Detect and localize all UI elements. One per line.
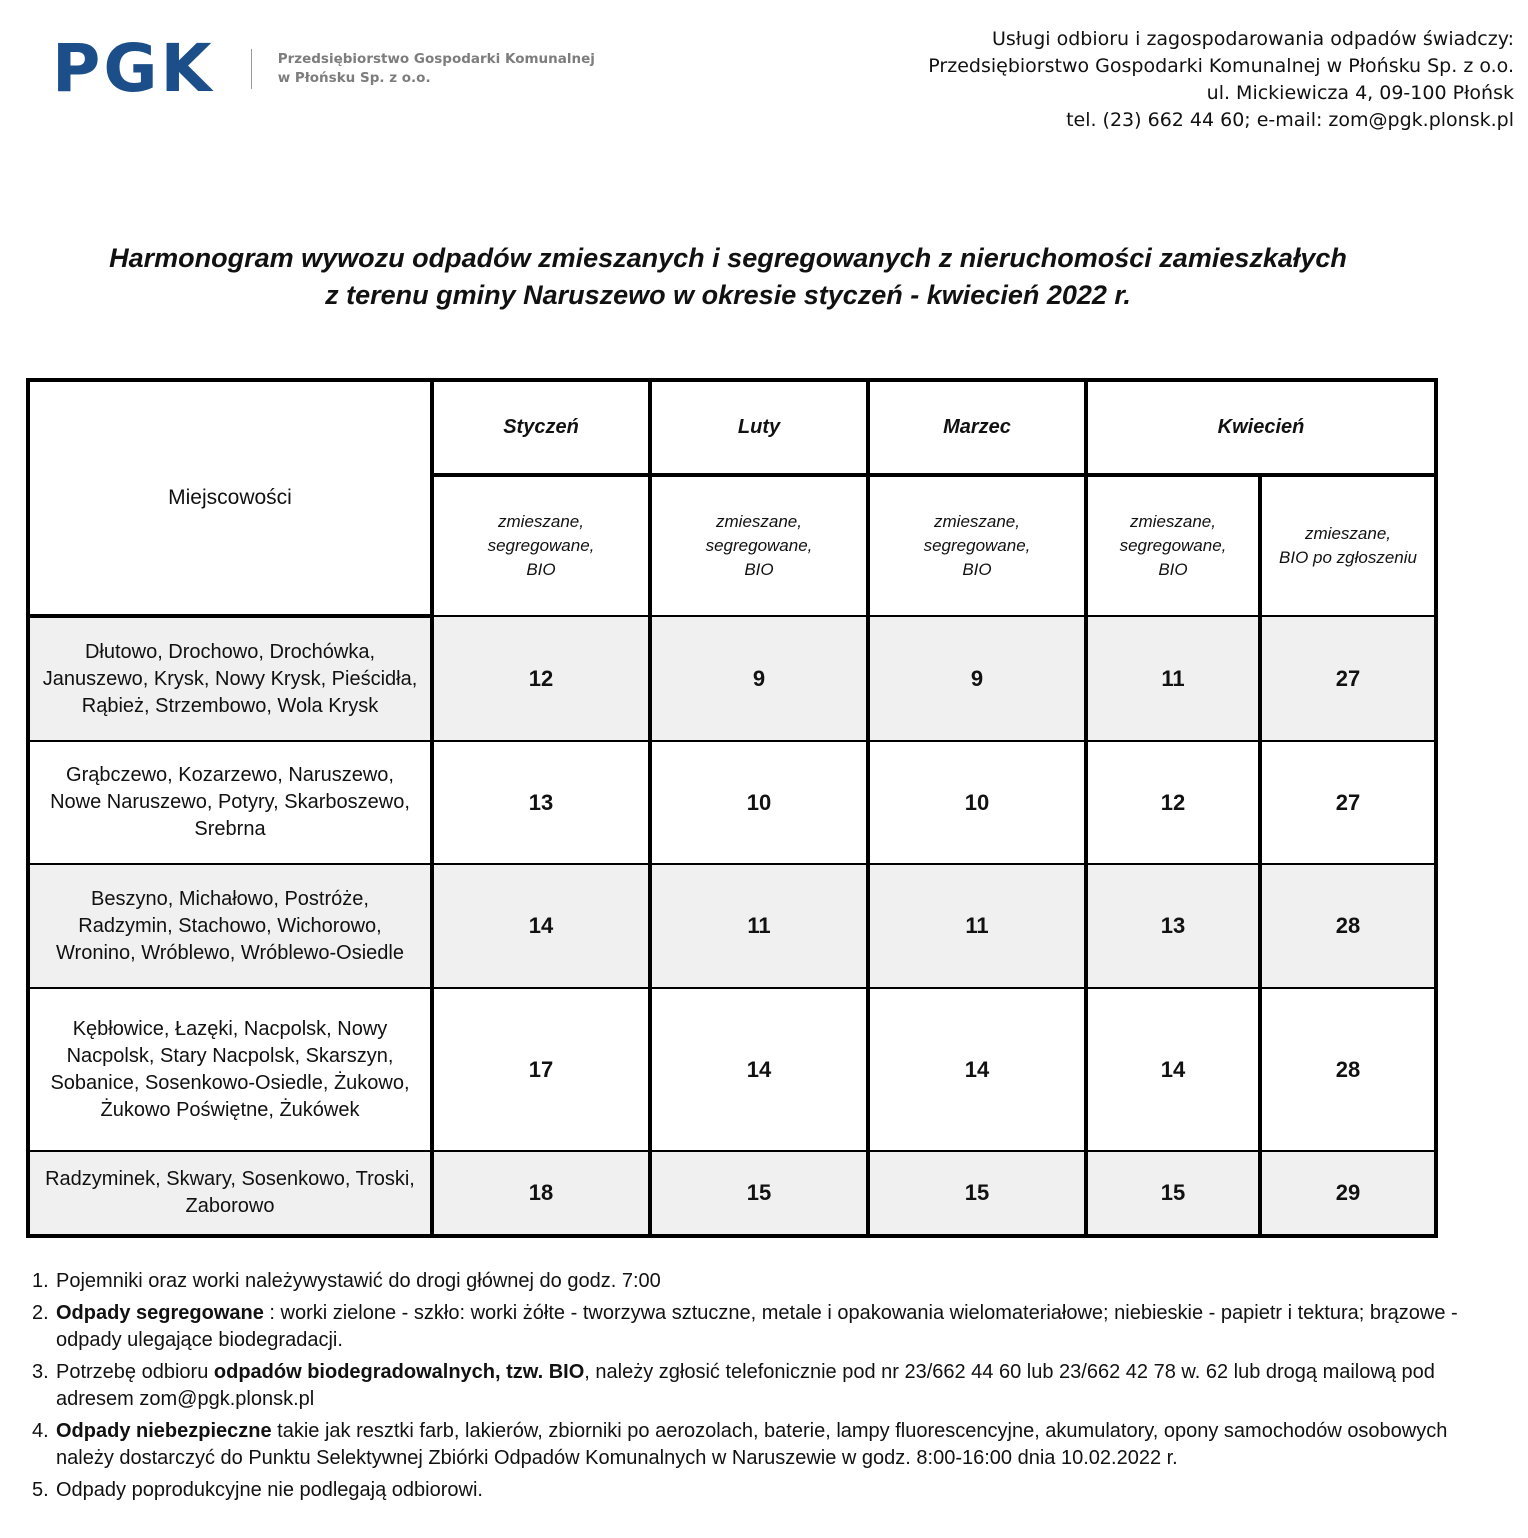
note-text-part: takie jak resztki farb, lakierów, zbiorniki po aerozolach, baterie, lampy fluorescencyjne, akumulatory, opony samochodów osobowych należy dostarczyć do Punktu Selektywnej Zbiórki Odpadów Komunalnych w Naruszewie w godz. 8:00-16:00 dnia 10.02.2022 r. — [56, 1420, 1448, 1469]
note-text — [56, 1268, 1472, 1295]
collection-day-cell: 14 — [1086, 988, 1260, 1151]
place-names-line: Zaborowo — [185, 1195, 275, 1218]
provider-line: Usługi odbioru i zagospodarowania odpadów świadczy: — [991, 28, 1514, 50]
collection-day-cell: 12 — [1086, 741, 1260, 864]
collection-day-cell: 11 — [650, 864, 868, 987]
collection-day-cell: 18 — [432, 1151, 650, 1236]
place-names-line: Żukowo Poświętne, Żukówek — [100, 1098, 360, 1121]
collection-day-cell: 27 — [1260, 741, 1436, 864]
logo-subtitle-line: Przedsiębiorstwo Gospodarki Komunalnej — [277, 51, 595, 67]
collection-day-cell: 11 — [868, 864, 1086, 987]
note-text-part: Pojemniki oraz worki należywystawić do drogi głównej do godz. 7:00 — [56, 1270, 661, 1292]
place-names-line: Rąbież, Strzembowo, Wola Krysk — [81, 694, 379, 717]
collection-type-line: BIO — [962, 560, 992, 580]
note-text-part: Potrzebę odbioru — [56, 1361, 214, 1383]
places-header: Miejscowości — [28, 380, 432, 616]
collection-type-line: BIO — [1158, 560, 1188, 580]
collection-type-header — [868, 475, 1086, 616]
logo-mark: PGK — [52, 30, 215, 107]
place-names-line: Nacpolsk, Stary Nacpolsk, Skarszyn, — [66, 1044, 394, 1067]
table-row — [28, 988, 1436, 1151]
provider-line: ul. Mickiewicza 4, 09-100 Płońsk — [1206, 82, 1514, 104]
collection-day-cell: 10 — [650, 741, 868, 864]
collection-type-line: segregowane, — [923, 536, 1031, 556]
collection-day-cell: 9 — [868, 616, 1086, 741]
place-names-cell — [28, 988, 432, 1151]
collection-type-line: segregowane, — [1119, 536, 1227, 556]
note-text-part: , należy zgłosić telefonicznie pod nr 23/662 44 60 lub 23/662 42 78 w. 62 lub drogą mailową pod adresem zom@pgk.plonsk.pl — [56, 1361, 1435, 1410]
note-text-bold: Odpady segregowane — [56, 1302, 264, 1324]
table-row — [28, 1151, 1436, 1236]
note-number: 2. — [32, 1302, 49, 1324]
note-text — [56, 1300, 1472, 1354]
month-header: Luty — [650, 380, 868, 475]
collection-type-line: zmieszane, — [716, 512, 802, 532]
collection-type-line: BIO po zgłoszeniu — [1279, 548, 1417, 568]
note-number: 5. — [32, 1479, 49, 1501]
table-row — [28, 741, 1436, 864]
table-row — [28, 864, 1436, 987]
logo-subtitle — [278, 50, 595, 88]
month-header: Kwiecień — [1086, 380, 1436, 475]
note-text — [56, 1418, 1472, 1472]
collection-type-header — [1260, 475, 1436, 616]
note-item — [32, 1300, 1472, 1354]
note-number: 3. — [32, 1361, 49, 1383]
collection-type-line: BIO — [744, 560, 774, 580]
place-names-line: Wronino, Wróblewo, Wróblewo-Osiedle — [56, 941, 404, 964]
collection-day-cell: 12 — [432, 616, 650, 741]
provider-line: Przedsiębiorstwo Gospodarki Komunalnej w Płońsku Sp. z o.o. — [928, 55, 1514, 77]
provider-info — [928, 26, 1514, 134]
collection-type-line: BIO — [526, 560, 556, 580]
note-text — [56, 1359, 1472, 1413]
place-names-line: Januszewo, Krysk, Nowy Krysk, Pieścidła, — [42, 667, 418, 690]
place-names-line: Dłutowo, Drochowo, Drochówka, — [84, 640, 376, 663]
collection-type-line: zmieszane, — [1130, 512, 1216, 532]
note-text-part: : worki zielone - szkło: worki żółte - tworzywa sztuczne, metale i opakowania wielomateriałowe; niebieskie - papietr i tektura; brązowe - odpady ulegające biodegradacji. — [56, 1302, 1458, 1351]
collection-day-cell: 28 — [1260, 864, 1436, 987]
place-names-line: Sobanice, Sosenkowo-Osiedle, Żukowo, — [50, 1071, 410, 1094]
collection-day-cell: 15 — [650, 1151, 868, 1236]
collection-day-cell: 10 — [868, 741, 1086, 864]
place-names-line: Radzyminek, Skwary, Sosenkowo, Troski, — [45, 1168, 415, 1191]
table-row — [28, 616, 1436, 741]
collection-day-cell: 14 — [868, 988, 1086, 1151]
title-line: Harmonogram wywozu odpadów zmieszanych i segregowanych z nieruchomości zamieszkałych — [109, 243, 1347, 273]
month-header: Marzec — [868, 380, 1086, 475]
collection-day-cell: 27 — [1260, 616, 1436, 741]
collection-day-cell: 9 — [650, 616, 868, 741]
place-names-cell — [28, 1151, 432, 1236]
place-names-line: Kębłowice, Łazęki, Nacpolsk, Nowy — [72, 1017, 388, 1040]
collection-type-header — [1086, 475, 1260, 616]
collection-day-cell: 13 — [432, 741, 650, 864]
collection-type-line: zmieszane, — [1305, 524, 1391, 544]
place-names-line: Beszyno, Michałowo, Postróże, — [91, 887, 369, 910]
collection-type-line: zmieszane, — [498, 512, 584, 532]
schedule-table — [26, 378, 1438, 1238]
note-text-part: Odpady poprodukcyjne nie podlegają odbiorowi. — [56, 1479, 483, 1501]
notes-list — [32, 1268, 1472, 1509]
title-line: z terenu gminy Naruszewo w okresie styczeń - kwiecień 2022 r. — [325, 280, 1131, 310]
note-item — [32, 1477, 1472, 1504]
logo-divider — [251, 49, 252, 89]
note-item — [32, 1359, 1472, 1413]
note-text-bold: Odpady niebezpieczne — [56, 1420, 272, 1442]
place-names-line: Nowe Naruszewo, Potyry, Skarboszewo, — [50, 791, 410, 814]
month-header-row — [28, 380, 1436, 475]
collection-day-cell: 28 — [1260, 988, 1436, 1151]
collection-day-cell: 17 — [432, 988, 650, 1151]
collection-type-header — [432, 475, 650, 616]
place-names-cell — [28, 864, 432, 987]
place-names-line: Grąbczewo, Kozarzewo, Naruszewo, — [66, 764, 394, 787]
note-number: 4. — [32, 1420, 49, 1442]
pgk-logo — [52, 30, 595, 107]
collection-day-cell: 15 — [1086, 1151, 1260, 1236]
collection-day-cell: 13 — [1086, 864, 1260, 987]
place-names-line: Radzymin, Stachowo, Wichorowo, — [78, 914, 382, 937]
collection-day-cell: 29 — [1260, 1151, 1436, 1236]
collection-type-header — [650, 475, 868, 616]
provider-line: tel. (23) 662 44 60; e-mail: zom@pgk.plonsk.pl — [1066, 109, 1514, 131]
page-title — [0, 240, 1456, 314]
month-header: Styczeń — [432, 380, 650, 475]
place-names-cell — [28, 616, 432, 741]
note-number: 1. — [32, 1270, 49, 1292]
note-item — [32, 1268, 1472, 1295]
collection-day-cell: 15 — [868, 1151, 1086, 1236]
collection-type-line: segregowane, — [705, 536, 813, 556]
collection-day-cell: 14 — [650, 988, 868, 1151]
place-names-cell — [28, 741, 432, 864]
collection-day-cell: 14 — [432, 864, 650, 987]
logo-subtitle-line: w Płońsku Sp. z o.o. — [277, 70, 431, 86]
note-text-bold: odpadów biodegradowalnych, tzw. BIO — [213, 1361, 585, 1383]
schedule-rows — [28, 616, 1436, 1236]
note-text — [56, 1477, 1472, 1504]
note-item — [32, 1418, 1472, 1472]
collection-type-line: zmieszane, — [934, 512, 1020, 532]
collection-day-cell: 11 — [1086, 616, 1260, 741]
collection-type-line: segregowane, — [487, 536, 595, 556]
place-names-line: Srebrna — [194, 818, 266, 841]
